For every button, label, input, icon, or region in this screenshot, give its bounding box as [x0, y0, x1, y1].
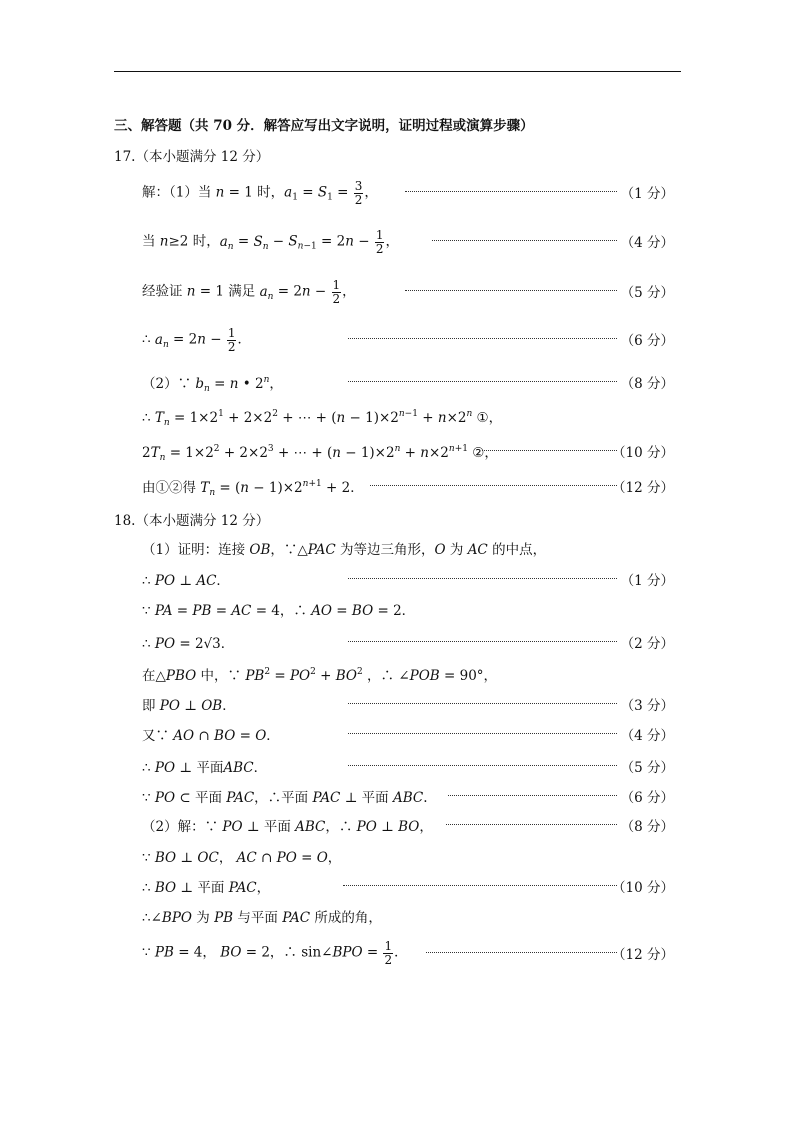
q17-score-2: （4 分）	[620, 235, 674, 251]
q18-dots-7	[348, 733, 617, 734]
q18-score-2: （1 分）	[620, 573, 674, 589]
q18-line-7: 又∵ AO ∩ BO = O．	[142, 728, 280, 744]
q18-line-4: ∴ PO = 2√3．	[142, 636, 235, 652]
q18-score-9: （6 分）	[620, 790, 674, 806]
q17-line-8: 由①②得 $T_n = (n - 1)\times 2^{n+1} + 2$．	[142, 479, 364, 498]
q18-score-8: （5 分）	[620, 760, 674, 776]
q17-score-1: （1 分）	[620, 186, 674, 202]
q18-line-10: （2）解：∵ PO ⊥ 平面 ABC，∴ PO ⊥ BO，	[142, 819, 433, 835]
q17-score-8: （12 分）	[612, 480, 674, 496]
q17-line-7: $2T_n = 1\times 2^2 + 2\times 2^3$ + ⋯ + $(n - 1)\times 2^n + n\times 2^{n+1}$ ②，	[142, 444, 498, 463]
q17-dots-8	[370, 485, 617, 486]
q17-score-7: （10 分）	[612, 445, 674, 461]
q18-dots-6	[348, 703, 617, 704]
q18-line-1: （1）证明：连接 OB，∵△PAC 为等边三角形，O 为 AC 的中点，	[142, 542, 547, 558]
q18-dots-14	[426, 952, 617, 953]
q18-score-7: （4 分）	[620, 728, 674, 744]
q18-line-2: ∴ PO ⊥ AC．	[142, 573, 230, 589]
q17-score-4: （6 分）	[620, 333, 674, 349]
q17-line-5: （2）∵ $b_n = n$ • 2$^n$，	[142, 375, 283, 394]
q18-dots-8	[348, 765, 617, 766]
q18-line-3: ∵ PA = PB = AC = 4，∴ AO = BO = 2．	[142, 603, 416, 619]
q17-dots-4	[348, 338, 617, 339]
q18-line-9: ∵ PO ⊂ 平面 PAC，∴平面 PAC ⊥ 平面 ABC.	[142, 790, 428, 806]
q18-header: 18.（本小题满分 12 分）	[114, 513, 270, 529]
q17-line-4: ∴ $a_n = 2n$ − $\frac{1}{2}$ ．	[142, 326, 251, 354]
q17-line-2: 当 n≥2 时，$a_n = S_n - S_{n-1} = 2n$ − $\frac{1}{2}$ ，	[142, 228, 399, 256]
section-title: 三、解答题（共 70 分．解答应写出文字说明，证明过程或演算步骤）	[114, 118, 534, 134]
q18-line-8: ∴ PO ⊥ 平面ABC．	[142, 760, 268, 776]
q17-line-6: ∴ $T_n = 1\times 2^1 + 2\times 2^2$ + ⋯ + $(n - 1)\times 2^{n-1} + n\times 2^n$ ①，	[142, 409, 503, 428]
q17-dots-7	[482, 450, 617, 451]
q18-score-4: （2 分）	[620, 636, 674, 652]
q17-dots-5	[348, 381, 617, 382]
q18-line-13: ∴∠BPO 为 PB 与平面 PAC 所成的角，	[142, 910, 382, 926]
q17-dots-1	[405, 191, 617, 192]
q18-line-6: 即 PO ⊥ OB．	[142, 698, 236, 714]
q17-line-3: 经验证 n = 1 满足 $a_n = 2n$ − $\frac{1}{2}$ ，	[142, 278, 356, 306]
q17-line-1: 解：（1）当 n = 1 时，$a_1 = S_1$ = $\frac{3}{2}$ ，	[142, 179, 378, 207]
q18-line-11: ∵ BO ⊥ OC， AC ∩ PO = O，	[142, 850, 342, 866]
q18-dots-2	[348, 578, 617, 579]
q17-dots-2	[432, 240, 617, 241]
q18-line-5: 在△PBO 中，∵ $PB^2 = PO^2 + BO^2$ ，∴ ∠POB = 90°，	[142, 667, 498, 684]
q18-score-12: （10 分）	[612, 880, 674, 896]
q18-dots-9	[448, 795, 617, 796]
q18-score-14: （12 分）	[612, 947, 674, 963]
q17-dots-3	[405, 290, 617, 291]
q17-header: 17.（本小题满分 12 分）	[114, 149, 270, 165]
q18-score-10: （8 分）	[620, 819, 674, 835]
q18-dots-12	[343, 885, 617, 886]
q18-dots-10	[446, 824, 617, 825]
q17-score-3: （5 分）	[620, 285, 674, 301]
q18-dots-4	[348, 641, 617, 642]
q18-line-14: ∵ PB = 4， BO = 2，∴ sin∠BPO = $\frac{1}{2}$ ．	[142, 939, 408, 967]
q18-score-6: （3 分）	[620, 698, 674, 714]
q18-line-12: ∴ BO ⊥ 平面 PAC，	[142, 880, 271, 896]
header-rule	[114, 71, 681, 72]
q17-score-5: （8 分）	[620, 376, 674, 392]
